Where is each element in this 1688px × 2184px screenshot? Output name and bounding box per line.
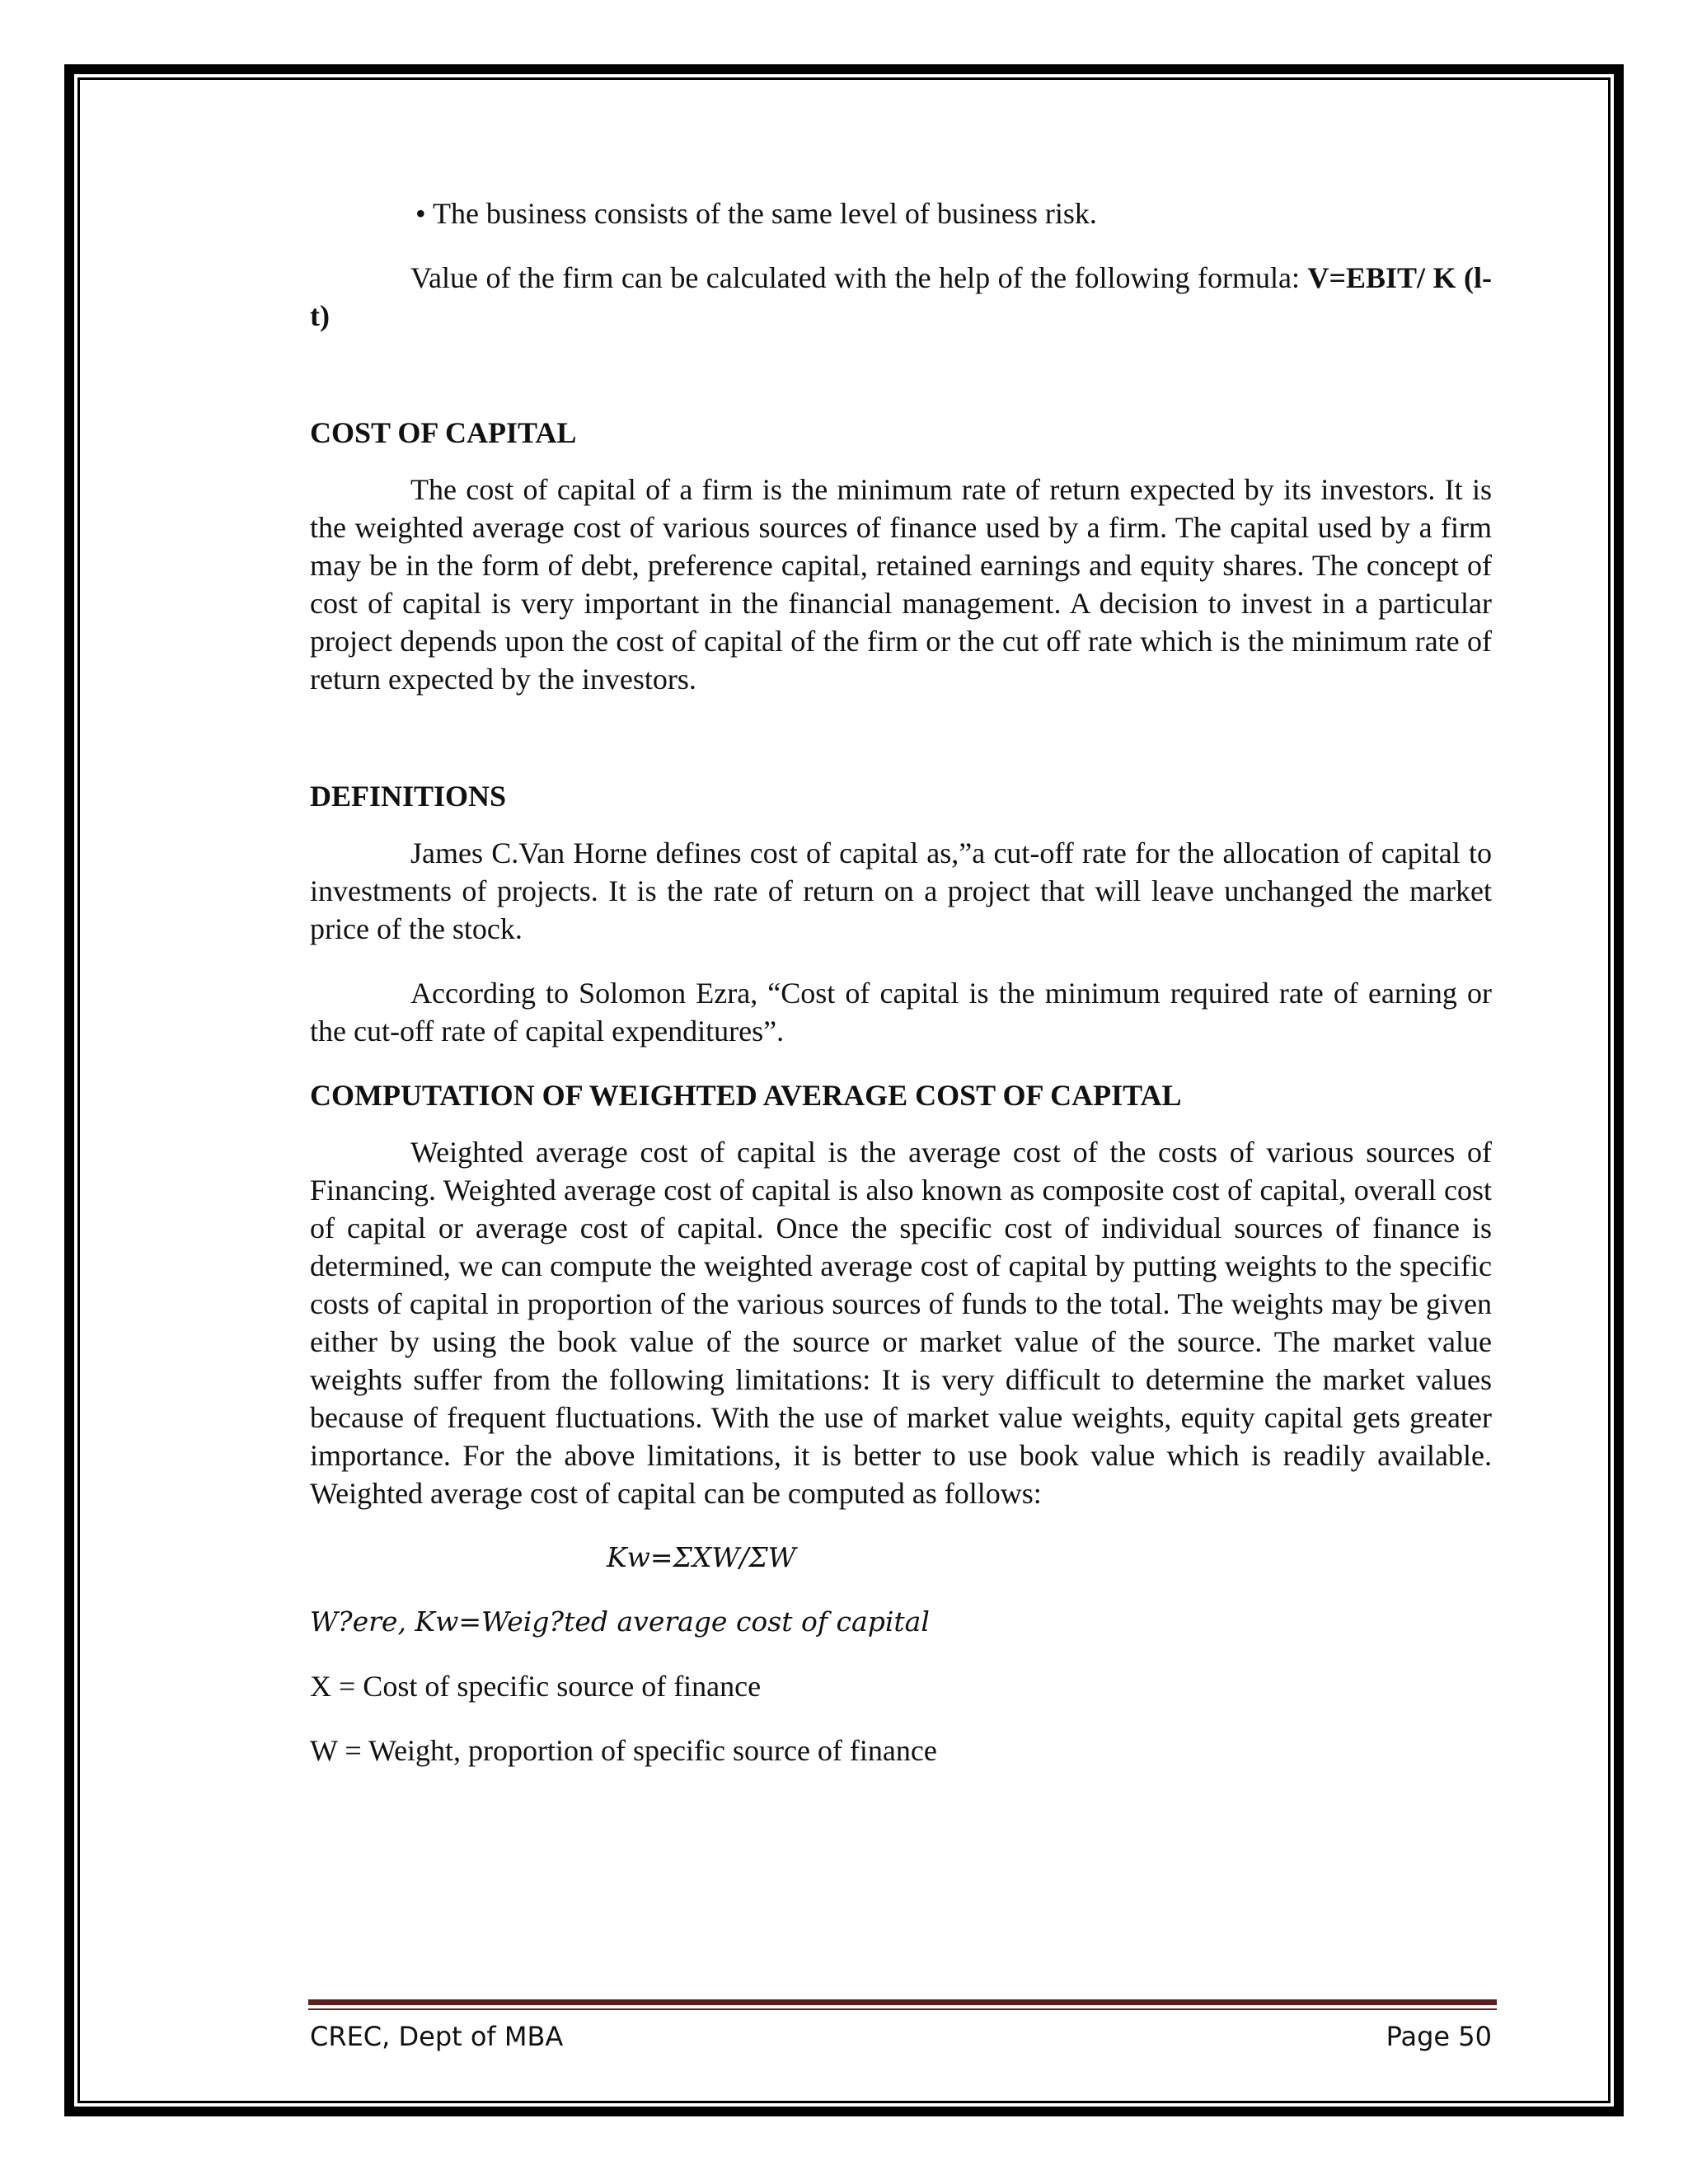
value-of-firm-text: [310, 259, 1492, 335]
heading-cost-of-capital: COST OF CAPITAL: [310, 416, 577, 449]
page-footer: [310, 2016, 1492, 2057]
wacc-paragraph: Weighted average cost of capital is the average cost of the costs of various sources of Financing. Weighted average cost of capital is also known as composite cost of capital, overall cost of capital or average cost of capital. Once the specific cost of individual sources of finance is determined, we can compute the weighted average cost of capital by putting weights to the specific costs of capital in proportion of the various sources of funds to the total. The weights may be given either by using the book value of the source or market value of the source. The market value weights suffer from the following limitations: It is very difficult to determine the market values because of frequent fluctuations. With the use of market value weights, equity capital gets greater importance. For the above limitations, it is better to use book value which is readily available. Weighted average cost of capital can be computed as follows:: [310, 1136, 1492, 1510]
definition-van-horne: James C.Van Horne defines cost of capital as,”a cut-off rate for the allocation of capital to investments of projects. It is the rate of return on a project that will leave unchanged the market price of the stock.: [310, 837, 1492, 945]
heading-definitions: DEFINITIONS: [310, 780, 507, 813]
bullet-business-risk: • The business consists of the same level of business risk.: [415, 197, 1097, 230]
value-of-firm-sentence: Value of the firm can be calculated with the help of the following formula:: [410, 261, 1300, 294]
x-definition: X = Cost of specific source of finance: [310, 1670, 762, 1703]
value-formula: V=EBIT/ K (l-t): [310, 261, 1492, 332]
wacc-formula: Kw=ΣXW/ΣW: [607, 1541, 796, 1573]
formula-where-line: W?ere, Kw=Weig?ted average cost of capital: [310, 1605, 930, 1638]
heading-wacc: COMPUTATION OF WEIGHTED AVERAGE COST OF CAPITAL: [310, 1079, 1182, 1112]
w-definition: W = Weight, proportion of specific source of finance: [310, 1734, 937, 1767]
footer-department: CREC, Dept of MBA: [310, 2021, 564, 2052]
cost-of-capital-paragraph: The cost of capital of a firm is the minimum rate of return expected by its investors. It is the weighted average cost of various sources of finance used by a firm. The capital used by a firm may be in the form of debt, preference capital, retained earnings and equity shares. The concept of cost of capital is very important in the financial management. A decision to invest in a particular project depends upon the cost of capital of the firm or the cut off rate which is the minimum rate of return expected by the investors.: [310, 473, 1492, 696]
page-content: [310, 194, 1492, 1769]
definition-solomon-ezra: According to Solomon Ezra, “Cost of capital is the minimum required rate of earning or the cut-off rate of capital expenditures”.: [310, 977, 1492, 1047]
footer-rule: [308, 1999, 1497, 2005]
footer-page-number: Page 50: [1386, 2021, 1492, 2052]
footer-rule-thin: [308, 2008, 1497, 2010]
